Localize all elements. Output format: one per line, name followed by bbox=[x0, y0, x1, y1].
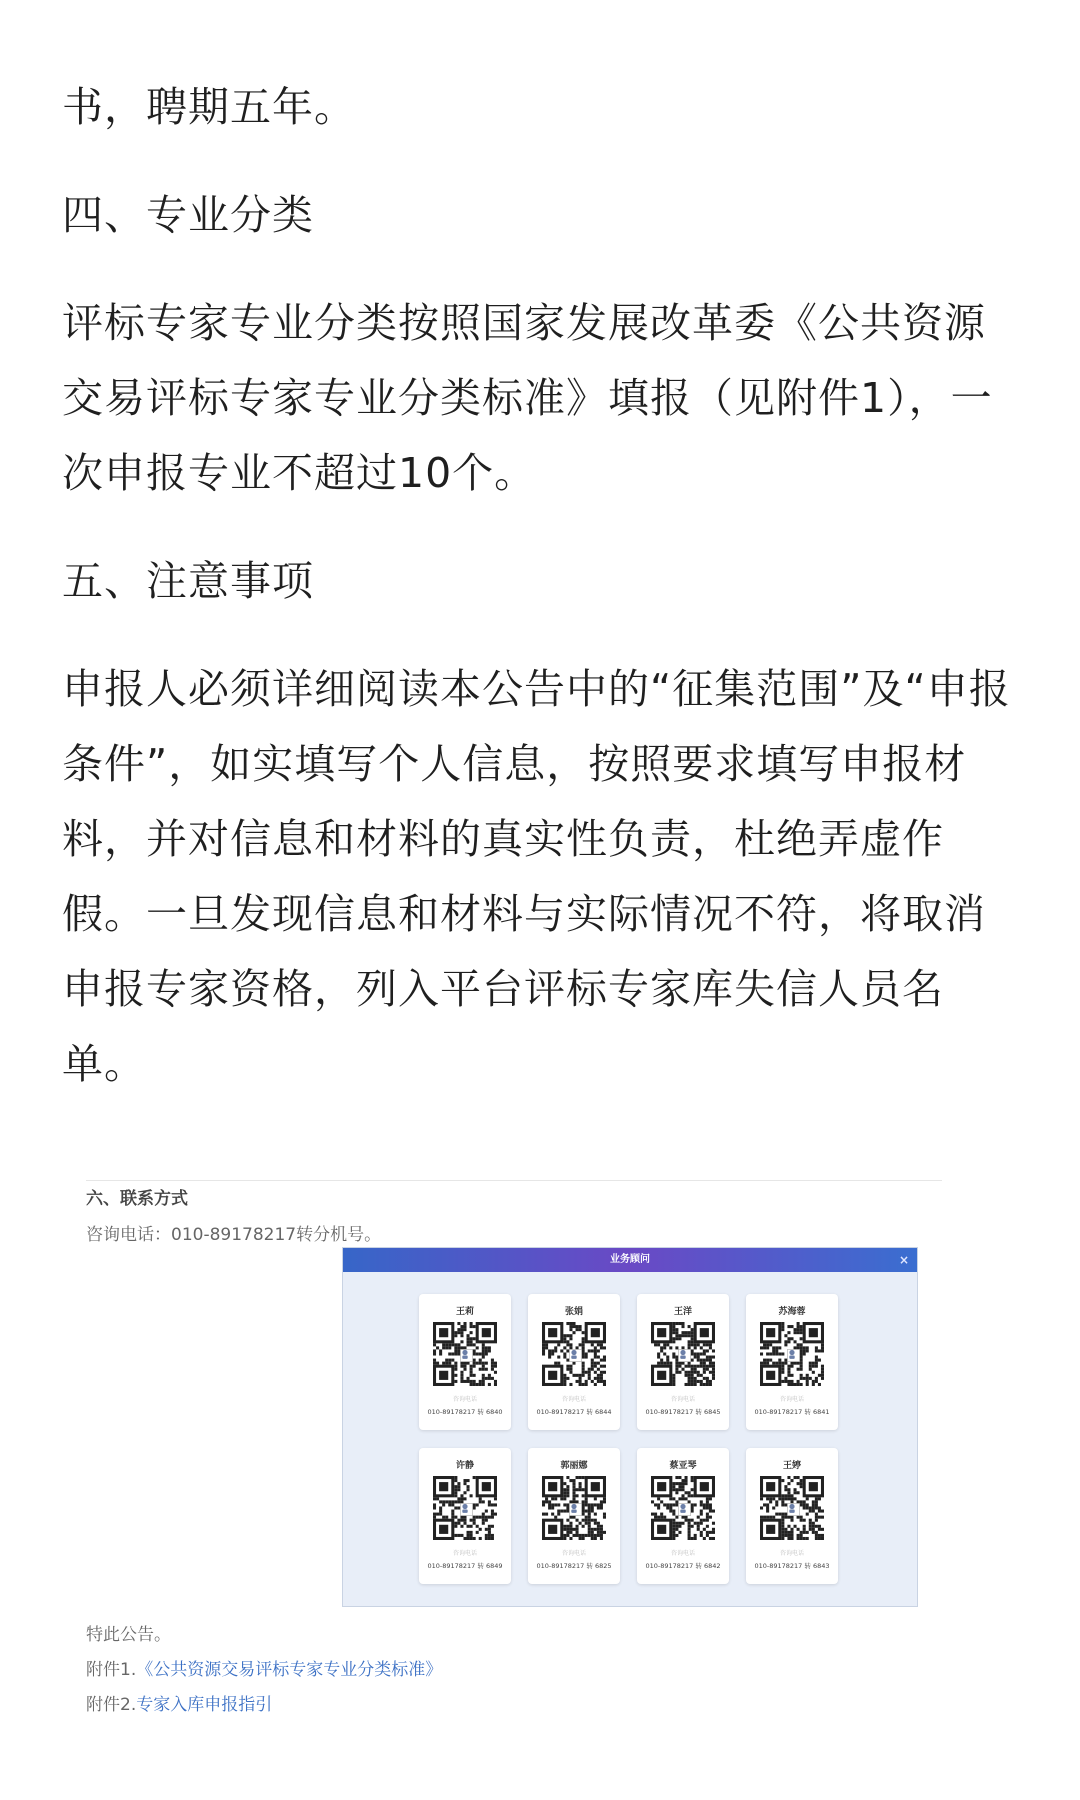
close-icon[interactable]: × bbox=[898, 1253, 909, 1267]
advisor-card bbox=[528, 1448, 620, 1584]
advisor-phone: 010-89178217 转 6849 bbox=[427, 1562, 503, 1570]
attachment-1 bbox=[86, 1655, 442, 1680]
advisor-name: 王婷 bbox=[782, 1461, 801, 1471]
qr-code-icon bbox=[760, 1322, 824, 1386]
advisor-phone-label: 咨询电话 bbox=[561, 1550, 586, 1557]
advisor-card bbox=[637, 1294, 729, 1430]
attachment-1-link[interactable]: 《公共资源交易评标专家专业分类标准》 bbox=[136, 1660, 443, 1680]
advisor-phone-label: 咨询电话 bbox=[452, 1396, 477, 1403]
modal-title: 业务顾问 bbox=[610, 1254, 650, 1265]
advisor-card bbox=[637, 1448, 729, 1584]
heading-category: 四、专业分类 bbox=[62, 191, 314, 239]
qr-code-icon bbox=[651, 1476, 715, 1540]
advisor-phone-label: 咨询电话 bbox=[670, 1396, 695, 1403]
advisor-phone: 010-89178217 转 6825 bbox=[536, 1562, 612, 1570]
advisor-grid bbox=[419, 1294, 838, 1584]
advisor-name: 张娟 bbox=[564, 1307, 583, 1317]
contact-heading: 六、联系方式 bbox=[86, 1189, 188, 1209]
advisor-phone: 010-89178217 转 6840 bbox=[427, 1408, 503, 1416]
advisor-phone: 010-89178217 转 6844 bbox=[536, 1408, 612, 1416]
advisor-name: 蔡亚琴 bbox=[669, 1461, 697, 1471]
paragraph-notes: 申报人必须详细阅读本公告中的“征集范围”及“申报条件”，如实填写个人信息，按照要求填写申报材料，并对信息和材料的真实性负责，杜绝弄虚作假。一旦发现信息和材料与实际情况不符，将取消申报专家资格，列入平台评标专家库失信人员名单。 bbox=[62, 665, 1011, 1088]
advisor-card bbox=[528, 1294, 620, 1430]
attachment-2 bbox=[86, 1690, 272, 1715]
advisor-phone: 010-89178217 转 6842 bbox=[645, 1562, 721, 1570]
qr-code-icon bbox=[433, 1476, 497, 1540]
paragraph-term: 书，聘期五年。 bbox=[62, 83, 356, 131]
advisor-name: 苏海蓉 bbox=[778, 1307, 806, 1317]
advisor-card bbox=[746, 1448, 838, 1584]
advisor-card bbox=[746, 1294, 838, 1430]
advisor-phone: 010-89178217 转 6843 bbox=[754, 1562, 830, 1570]
heading-notes: 五、注意事项 bbox=[62, 557, 314, 605]
embedded-screenshot bbox=[62, 1180, 942, 1740]
advisor-card bbox=[419, 1448, 511, 1584]
advisor-phone-label: 咨询电话 bbox=[561, 1396, 586, 1403]
advisor-phone-label: 咨询电话 bbox=[779, 1550, 804, 1557]
consult-phone-line: 咨询电话：010-89178217转分机号。 bbox=[86, 1225, 382, 1245]
advisor-phone: 010-89178217 转 6841 bbox=[754, 1408, 830, 1416]
qr-code-icon bbox=[433, 1322, 497, 1386]
advisor-name: 郭丽娜 bbox=[560, 1461, 588, 1471]
advisor-phone: 010-89178217 转 6845 bbox=[645, 1408, 721, 1416]
qr-code-icon bbox=[651, 1322, 715, 1386]
qr-code-icon bbox=[542, 1322, 606, 1386]
advisor-card bbox=[419, 1294, 511, 1430]
article-body bbox=[62, 70, 1027, 1102]
advisor-name: 王莉 bbox=[455, 1307, 474, 1317]
attachment-1-prefix: 附件1. bbox=[86, 1660, 137, 1680]
advisor-phone-label: 咨询电话 bbox=[670, 1550, 695, 1557]
paragraph-category: 评标专家专业分类按照国家发展改革委《公共资源交易评标专家专业分类标准》填报（见附件1），一次申报专业不超过10个。 bbox=[62, 299, 993, 497]
qr-code-icon bbox=[542, 1476, 606, 1540]
advisor-modal bbox=[342, 1247, 918, 1607]
attachment-2-link[interactable]: 专家入库申报指引 bbox=[136, 1695, 273, 1715]
advisor-phone-label: 咨询电话 bbox=[452, 1550, 477, 1557]
advisor-name: 许静 bbox=[455, 1461, 474, 1471]
notice-end: 特此公告。 bbox=[86, 1625, 171, 1645]
qr-code-icon bbox=[760, 1476, 824, 1540]
advisor-phone-label: 咨询电话 bbox=[779, 1396, 804, 1403]
attachment-2-prefix: 附件2. bbox=[86, 1695, 137, 1715]
advisor-name: 王洋 bbox=[673, 1307, 692, 1317]
divider bbox=[86, 1180, 942, 1181]
modal-header bbox=[343, 1248, 917, 1272]
